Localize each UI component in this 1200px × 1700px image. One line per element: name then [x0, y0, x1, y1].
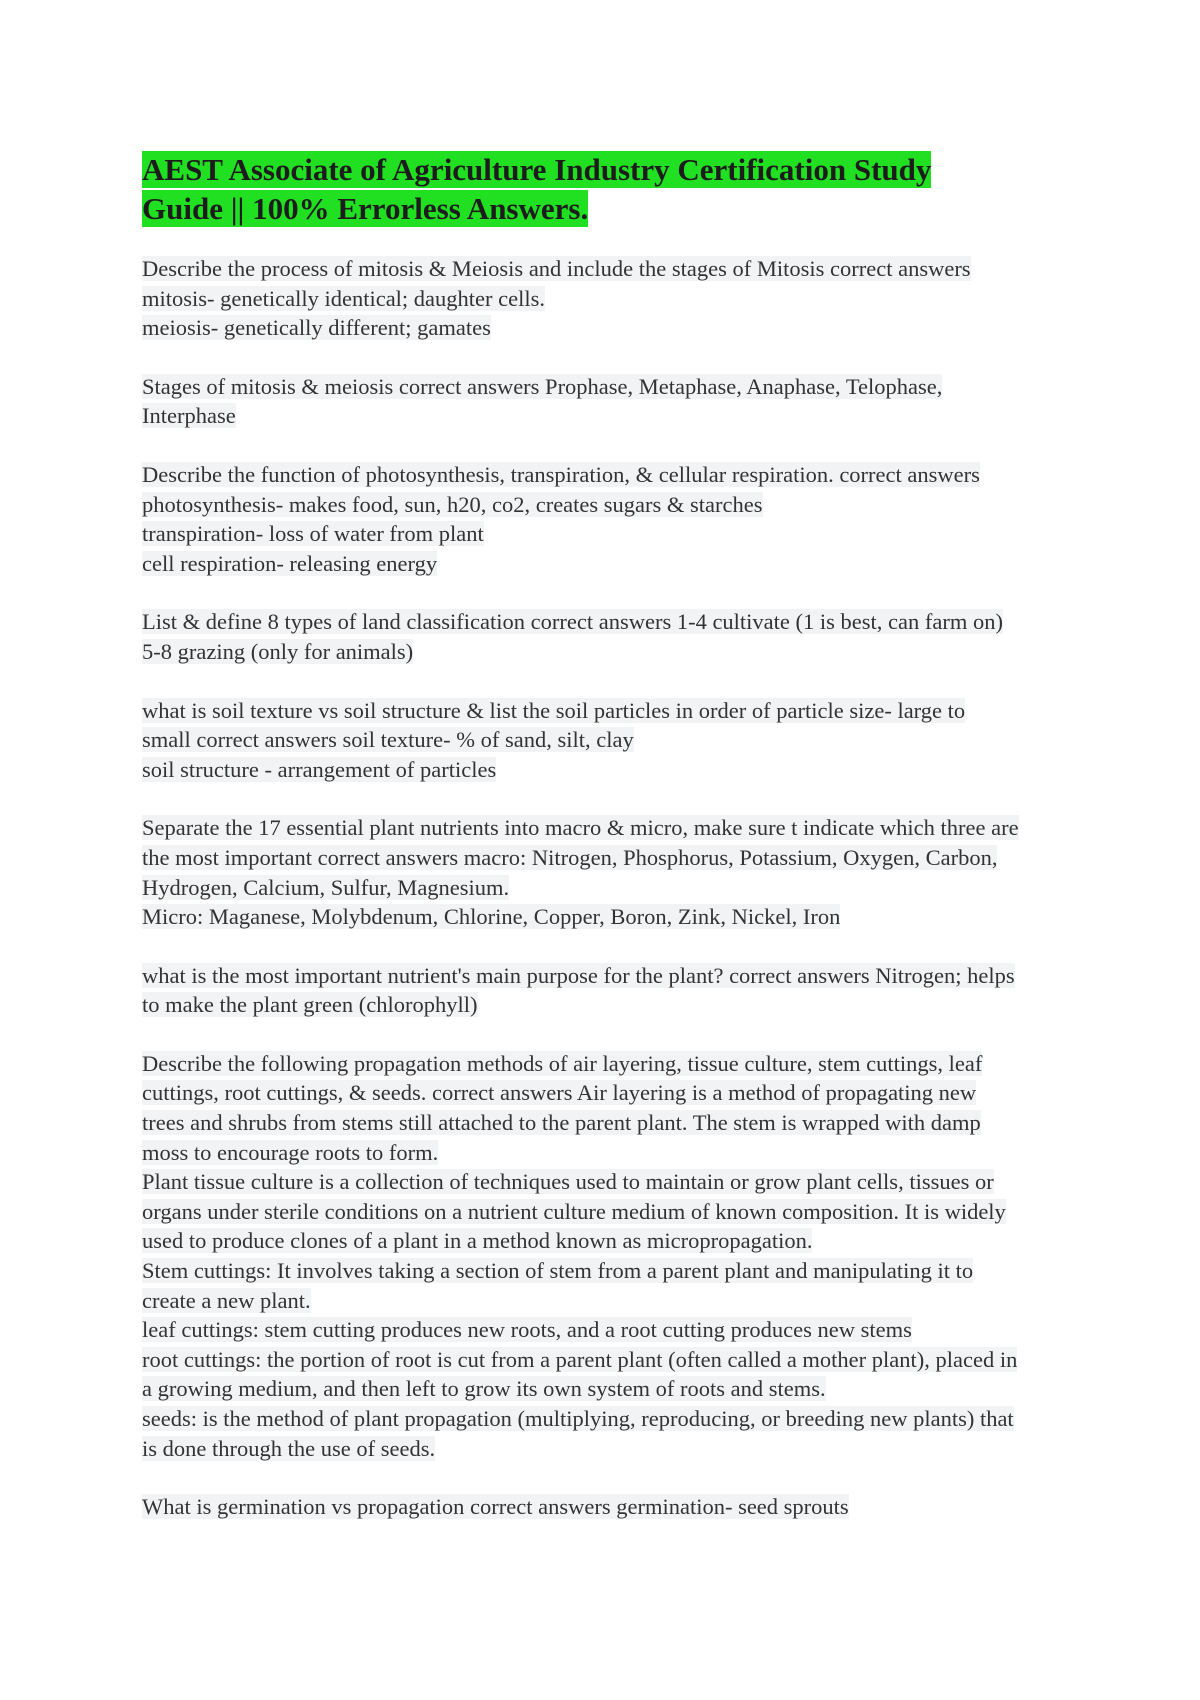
qa-line-text: used to produce clones of a plant in a method known as micropropagation. — [142, 1228, 813, 1254]
qa-line — [142, 961, 1072, 991]
qa-line-text: Stages of mitosis & meiosis correct answers Prophase, Metaphase, Anaphase, Telophase, — [142, 373, 943, 399]
qa-line-text: Describe the process of mitosis & Meiosis and include the stages of Mitosis correct answers — [142, 256, 971, 281]
qa-line — [142, 607, 1072, 637]
qa-line — [142, 696, 1072, 726]
qa-line-text: Describe the function of photosynthesis, transpiration, & cellular respiration. correct answers — [142, 461, 980, 487]
qa-list — [142, 254, 1072, 1522]
qa-line-text: cell respiration- releasing energy — [142, 550, 438, 576]
qa-line-text: small correct answers soil texture- % of sand, silt, clay — [142, 727, 634, 753]
qa-line-text: Interphase — [142, 403, 236, 429]
qa-line-text: create a new plant. — [142, 1287, 311, 1313]
qa-line-text: Plant tissue culture is a collection of techniques used to maintain or grow plant cells, tissues or — [142, 1169, 994, 1195]
qa-line — [142, 1286, 1072, 1316]
qa-line — [142, 990, 1072, 1020]
qa-line-text: a growing medium, and then left to grow its own system of roots and stems. — [142, 1376, 826, 1402]
qa-line — [142, 1049, 1072, 1079]
qa-line — [142, 1138, 1072, 1168]
qa-line-text: is done through the use of seeds. — [142, 1435, 436, 1461]
qa-line-text: soil structure - arrangement of particles — [142, 756, 497, 782]
qa-line-text: root cuttings: the portion of root is cut from a parent plant (often called a mother plant), placed in — [142, 1346, 1018, 1372]
qa-line-text: what is soil texture vs soil structure & list the soil particles in order of particle size- large to — [142, 697, 966, 723]
qa-line — [142, 490, 1072, 520]
qa-line — [142, 401, 1072, 431]
document-page — [142, 150, 1072, 1551]
qa-line-text: trees and shrubs from stems still attached to the parent plant. The stem is wrapped with damp — [142, 1110, 981, 1136]
qa-line — [142, 519, 1072, 549]
qa-block — [142, 813, 1072, 931]
qa-line-text: List & define 8 types of land classification correct answers 1-4 cultivate (1 is best, can farm on) — [142, 609, 1003, 635]
qa-line — [142, 1345, 1072, 1375]
qa-line — [142, 1108, 1072, 1138]
qa-line-text: organs under sterile conditions on a nutrient culture medium of known composition. It is widely — [142, 1198, 1006, 1224]
qa-line — [142, 1492, 1072, 1522]
qa-block — [142, 1492, 1072, 1522]
document-title — [142, 150, 1072, 228]
qa-line — [142, 460, 1072, 490]
qa-line-text: to make the plant green (chlorophyll) — [142, 992, 478, 1018]
qa-line — [142, 1315, 1072, 1345]
qa-line — [142, 813, 1072, 843]
qa-block — [142, 460, 1072, 578]
qa-block — [142, 254, 1072, 343]
qa-line — [142, 372, 1072, 402]
qa-line-text: Hydrogen, Calcium, Sulfur, Magnesium. — [142, 874, 510, 900]
title-line-1: AEST Associate of Agriculture Industry Certification Study — [142, 152, 932, 187]
qa-line — [142, 1256, 1072, 1286]
qa-line — [142, 637, 1072, 667]
qa-line-text: what is the most important nutrient's main purpose for the plant? correct answers Nitrogen; helps — [142, 962, 1015, 988]
qa-line-text: Micro: Maganese, Molybdenum, Chlorine, Copper, Boron, Zink, Nickel, Iron — [142, 904, 841, 930]
qa-line-text: mitosis- genetically identical; daughter cells. — [142, 285, 546, 311]
qa-line — [142, 1434, 1072, 1464]
qa-line — [142, 755, 1072, 785]
qa-line-text: moss to encourage roots to form. — [142, 1139, 439, 1165]
title-line-2: Guide || 100% Errorless Answers. — [142, 191, 589, 226]
qa-line — [142, 873, 1072, 903]
qa-line-text: cuttings, root cuttings, & seeds. correct answers Air layering is a method of propagating new — [142, 1080, 977, 1106]
qa-line — [142, 1167, 1072, 1197]
qa-line-text: Stem cuttings: It involves taking a section of stem from a parent plant and manipulating it to — [142, 1258, 974, 1284]
qa-line — [142, 1404, 1072, 1434]
qa-line-text: transpiration- loss of water from plant — [142, 521, 484, 547]
qa-block — [142, 607, 1072, 666]
qa-line-text: What is germination vs propagation correct answers germination- seed sprouts — [142, 1494, 849, 1520]
qa-block — [142, 372, 1072, 431]
qa-block — [142, 696, 1072, 785]
qa-line — [142, 1197, 1072, 1227]
qa-line-text: the most important correct answers macro: Nitrogen, Phosphorus, Potassium, Oxygen, Carbon, — [142, 844, 998, 870]
qa-line — [142, 1374, 1072, 1404]
qa-block — [142, 961, 1072, 1020]
qa-line — [142, 1078, 1072, 1108]
qa-line — [142, 725, 1072, 755]
qa-line-text: meiosis- genetically different; gamates — [142, 315, 491, 341]
qa-line-text: Separate the 17 essential plant nutrients into macro & micro, make sure t indicate which three are — [142, 815, 1019, 841]
qa-line — [142, 284, 1072, 314]
qa-line — [142, 843, 1072, 873]
qa-line-text: leaf cuttings: stem cutting produces new roots, and a root cutting produces new stems — [142, 1317, 912, 1343]
qa-block — [142, 1049, 1072, 1463]
qa-line — [142, 1226, 1072, 1256]
qa-line — [142, 549, 1072, 579]
qa-line — [142, 313, 1072, 343]
qa-line-text: photosynthesis- makes food, sun, h20, co2, creates sugars & starches — [142, 491, 763, 517]
qa-line-text: Describe the following propagation methods of air layering, tissue culture, stem cuttings, leaf — [142, 1050, 983, 1076]
qa-line-text: seeds: is the method of plant propagation (multiplying, reproducing, or breeding new plants) that — [142, 1406, 1014, 1431]
qa-line-text: 5-8 grazing (only for animals) — [142, 638, 414, 664]
qa-line — [142, 254, 1072, 284]
qa-line — [142, 902, 1072, 932]
